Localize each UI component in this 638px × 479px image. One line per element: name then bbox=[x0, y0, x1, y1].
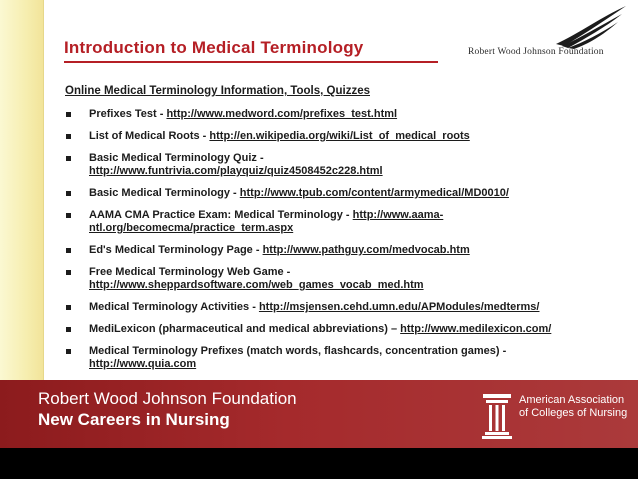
bottom-black-band bbox=[0, 448, 638, 479]
title-underline bbox=[64, 61, 438, 63]
item-link[interactable]: http://en.wikipedia.org/wiki/List_of_medical_roots bbox=[209, 130, 470, 142]
square-bullet-icon bbox=[66, 112, 71, 117]
left-accent-bar bbox=[0, 0, 43, 380]
list-item bbox=[65, 108, 630, 121]
item-link[interactable]: http://www.quia.com bbox=[89, 358, 197, 370]
rwjf-bird-logo-icon bbox=[548, 4, 628, 49]
item-label: Prefixes Test - bbox=[89, 108, 167, 120]
square-bullet-icon bbox=[66, 191, 71, 196]
square-bullet-icon bbox=[66, 248, 71, 253]
square-bullet-icon bbox=[66, 327, 71, 332]
item-link[interactable]: http://www.pathguy.com/medvocab.htm bbox=[262, 244, 470, 256]
footer-program-name: New Careers in Nursing bbox=[38, 410, 230, 429]
square-bullet-icon bbox=[66, 349, 71, 354]
list-item bbox=[65, 130, 630, 143]
aacn-column-logo-icon bbox=[480, 390, 514, 440]
list-item bbox=[65, 209, 630, 235]
item-link[interactable]: http://www.aama-ntl.org/becomecma/practice_term.aspx bbox=[89, 209, 444, 234]
item-label: Basic Medical Terminology Quiz - bbox=[89, 152, 264, 164]
section-subtitle: Online Medical Terminology Information, Tools, Quizzes bbox=[65, 85, 370, 97]
item-label: Medical Terminology Prefixes (match words, flashcards, concentration games) - bbox=[89, 345, 507, 357]
item-label: AAMA CMA Practice Exam: Medical Terminology - bbox=[89, 209, 353, 221]
item-label: Basic Medical Terminology - bbox=[89, 187, 240, 199]
item-link[interactable]: http://msjensen.cehd.umn.edu/APModules/medterms/ bbox=[258, 301, 540, 313]
list-item bbox=[65, 187, 630, 200]
list-item bbox=[65, 244, 630, 257]
resource-list bbox=[65, 108, 630, 380]
square-bullet-icon bbox=[66, 156, 71, 161]
square-bullet-icon bbox=[66, 213, 71, 218]
aacn-name-line2: of Colleges of Nursing bbox=[519, 407, 628, 419]
square-bullet-icon bbox=[66, 270, 71, 275]
item-link[interactable]: http://www.medilexicon.com/ bbox=[400, 323, 552, 335]
item-link[interactable]: http://www.tpub.com/content/armymedical/MD0010/ bbox=[239, 187, 509, 199]
item-link[interactable]: http://www.funtrivia.com/playquiz/quiz4508452c228.html bbox=[89, 165, 383, 177]
aacn-name-line1: American Association bbox=[519, 394, 625, 406]
footer-foundation-name: Robert Wood Johnson Foundation bbox=[38, 389, 297, 408]
page-title: Introduction to Medical Terminology bbox=[64, 38, 364, 57]
item-link[interactable]: http://www.medword.com/prefixes_test.html bbox=[166, 108, 398, 120]
list-item bbox=[65, 152, 630, 178]
left-accent-rule bbox=[43, 0, 44, 380]
square-bullet-icon bbox=[66, 134, 71, 139]
rwjf-logo-text: Robert Wood Johnson Foundation bbox=[468, 47, 604, 57]
item-label: List of Medical Roots - bbox=[89, 130, 210, 142]
item-link[interactable]: http://www.sheppardsoftware.com/web_games_vocab_med.htm bbox=[89, 279, 424, 291]
item-label: Medical Terminology Activities - bbox=[89, 301, 259, 313]
list-item bbox=[65, 323, 630, 336]
item-label: MediLexicon (pharmaceutical and medical abbreviations) – bbox=[89, 323, 401, 335]
item-label: Ed's Medical Terminology Page - bbox=[89, 244, 263, 256]
square-bullet-icon bbox=[66, 305, 71, 310]
list-item bbox=[65, 345, 630, 371]
item-label: Free Medical Terminology Web Game - bbox=[89, 266, 291, 278]
list-item bbox=[65, 301, 630, 314]
list-item bbox=[65, 266, 630, 292]
